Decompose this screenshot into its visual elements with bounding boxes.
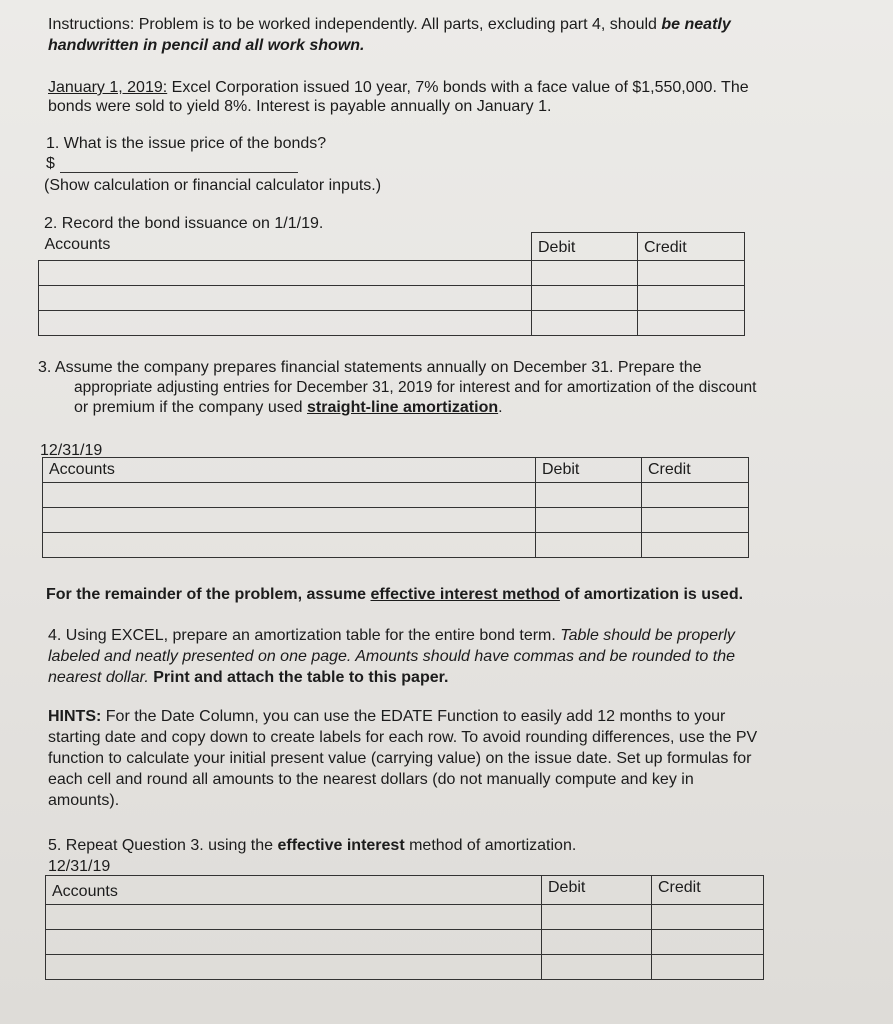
debit-cell[interactable]: [536, 533, 642, 558]
q5-question: 5. Repeat Question 3. using the effective interest method of amortization.: [48, 837, 577, 854]
table-row: [46, 905, 764, 930]
account-cell[interactable]: [46, 930, 542, 955]
q3-line-1: 3. Assume the company prepares financial statements annually on December 31. Prepare the: [38, 359, 702, 376]
account-cell[interactable]: [43, 508, 536, 533]
hints-line-1: HINTS: For the Date Column, you can use the EDATE Function to easily add 12 months to your: [48, 708, 726, 725]
q3-credit-header: Credit: [642, 458, 749, 483]
debit-cell[interactable]: [532, 261, 638, 286]
hints-line-4: each cell and round all amounts to the nearest dollars (do not manually compute and key in: [48, 771, 694, 788]
q2-journal-table: [38, 232, 745, 336]
q5-journal-table: [45, 875, 764, 980]
account-cell[interactable]: [39, 261, 532, 286]
q3-line-2: appropriate adjusting entries for December 31, 2019 for interest and for amortization of the discount: [74, 379, 757, 396]
debit-cell[interactable]: [532, 311, 638, 336]
credit-cell[interactable]: [638, 311, 745, 336]
debit-cell[interactable]: [536, 483, 642, 508]
q5-credit-header: Credit: [652, 876, 764, 905]
q3-date: 12/31/19: [40, 442, 103, 459]
account-cell[interactable]: [46, 905, 542, 930]
table-row: [39, 261, 745, 286]
credit-cell[interactable]: [638, 286, 745, 311]
debit-cell[interactable]: [542, 955, 652, 980]
q3-accounts-header: Accounts: [43, 458, 536, 483]
scenario-line-1: January 1, 2019: Excel Corporation issued 10 year, 7% bonds with a face value of $1,550,000. The: [48, 79, 749, 96]
debit-cell[interactable]: [536, 508, 642, 533]
credit-cell[interactable]: [642, 533, 749, 558]
credit-cell[interactable]: [638, 261, 745, 286]
debit-cell[interactable]: [532, 286, 638, 311]
account-cell[interactable]: [43, 483, 536, 508]
remainder-note: For the remainder of the problem, assume effective interest method of amortization is used.: [46, 586, 744, 603]
account-cell[interactable]: [46, 955, 542, 980]
credit-cell[interactable]: [652, 955, 764, 980]
scenario-line-2: bonds were sold to yield 8%. Interest is payable annually on January 1.: [48, 98, 552, 115]
q1-note: (Show calculation or financial calculator inputs.): [44, 177, 382, 194]
q3-debit-header: Debit: [536, 458, 642, 483]
q5-date: 12/31/19: [48, 858, 111, 875]
debit-cell[interactable]: [542, 905, 652, 930]
table-row: [43, 508, 749, 533]
q1-answer-blank[interactable]: [60, 172, 298, 173]
debit-cell[interactable]: [542, 930, 652, 955]
credit-cell[interactable]: [652, 930, 764, 955]
q3-journal-table: [42, 457, 749, 558]
account-cell[interactable]: [43, 533, 536, 558]
table-row: [43, 533, 749, 558]
instructions-line-1: Instructions: Problem is to be worked independently. All parts, excluding part 4, should be neatly: [48, 16, 731, 33]
credit-cell[interactable]: [642, 483, 749, 508]
q2-question: 2. Record the bond issuance on 1/1/19.: [44, 215, 324, 232]
q4-line-1: 4. Using EXCEL, prepare an amortization table for the entire bond term. Table should be properly: [48, 627, 735, 644]
hints-line-2: starting date and copy down to create labels for each row. To avoid rounding differences, use the PV: [48, 729, 758, 746]
q2-credit-header: Credit: [638, 233, 745, 261]
table-row: [39, 286, 745, 311]
table-row: [43, 483, 749, 508]
q1-dollar-sign: $: [46, 155, 55, 172]
q2-accounts-header: Accounts: [39, 233, 532, 261]
table-row: [39, 311, 745, 336]
q3-line-3: or premium if the company used straight-line amortization.: [74, 399, 503, 416]
q5-accounts-header: Accounts: [46, 876, 542, 905]
account-cell[interactable]: [39, 286, 532, 311]
credit-cell[interactable]: [652, 905, 764, 930]
q2-debit-header: Debit: [532, 233, 638, 261]
table-row: [46, 930, 764, 955]
q1-question: 1. What is the issue price of the bonds?: [46, 135, 327, 152]
table-row: [46, 955, 764, 980]
q4-line-3: nearest dollar. Print and attach the table to this paper.: [48, 669, 449, 686]
hints-line-5: amounts).: [48, 792, 120, 809]
instructions-line-2: handwritten in pencil and all work shown.: [48, 37, 365, 54]
q5-debit-header: Debit: [542, 876, 652, 905]
hints-line-3: function to calculate your initial present value (carrying value) on the issue date. Set up formulas for: [48, 750, 752, 767]
account-cell[interactable]: [39, 311, 532, 336]
q4-line-2: labeled and neatly presented on one page. Amounts should have commas and be rounded to the: [48, 648, 736, 665]
credit-cell[interactable]: [642, 508, 749, 533]
